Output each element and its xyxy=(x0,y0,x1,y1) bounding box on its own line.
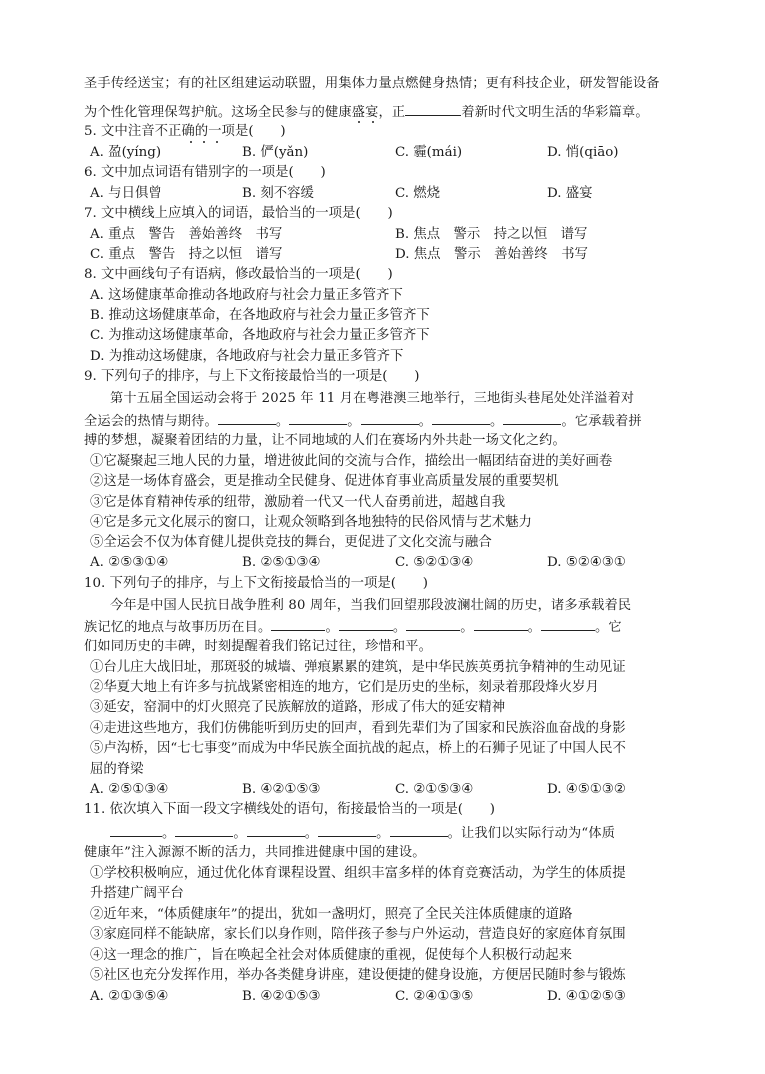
q10-item: ③延安，窑洞中的灯火照亮了民族解放的道路，形成了伟大的延安精神 xyxy=(90,700,506,715)
passage-line: 圣手传经送宝；有的社区组建运动联盟，用集体力量点燃健身热情；更有科技企业，研发智能设备 xyxy=(84,76,660,91)
q7-option-d[interactable]: D. 焦点 警示 善始善终 书写 xyxy=(395,247,588,262)
q5-option-a[interactable]: A. 盈(yíng) xyxy=(90,145,162,160)
q10-item: ④走进这些地方，我们仿佛能听到历史的回声，看到先辈们为了国家和民族浴血奋战的身影 xyxy=(90,721,626,736)
q6-option-b[interactable]: B. 刻不容缓 xyxy=(242,186,314,201)
q8-option-c[interactable]: C. 为推动这场健康革命，各地政府与社会力量正多管齐下 xyxy=(90,328,430,343)
q11-option-c[interactable]: C. ②④①③⑤ xyxy=(395,989,474,1004)
q9-passage-line: 全运会的热情与期待。 。 。 。 。 。它承载着拼 xyxy=(84,410,642,432)
passage-text: 着新时代文明生活的华彩篇章。 xyxy=(461,105,649,120)
fill-blank xyxy=(271,616,325,631)
q8-option-a[interactable]: A. 这场健康革命推动各地政府与社会力量正多管齐下 xyxy=(90,288,403,303)
question-8-stem: 8. 文中画线句子有语病，修改最恰当的一项是( ) xyxy=(84,267,393,282)
passage-text: 。让我们以实际行动为“体质 xyxy=(447,826,616,841)
fill-blank xyxy=(503,410,561,425)
q9-item: ④它是多元文化展示的窗口，让观众领略到各地独特的民俗风情与艺术魅力 xyxy=(90,515,532,530)
q10-option-c[interactable]: C. ②①⑤③④ xyxy=(395,782,474,797)
q9-option-a[interactable]: A. ②⑤③①④ xyxy=(90,555,169,570)
question-6-stem: 6. 文中加点词语有错别字的一项是( ) xyxy=(84,165,326,180)
q10-option-b[interactable]: B. ④②①⑤③ xyxy=(242,782,321,797)
q11-option-d[interactable]: D. ④①②⑤③ xyxy=(547,989,626,1004)
fill-blank xyxy=(390,822,448,837)
emphasis-dot xyxy=(372,121,374,123)
q10-passage-line: 今年是中国人民抗日战争胜利 80 周年，当我们回望那段波澜壮阔的历史，诸多承载着民 xyxy=(110,598,632,613)
q8-option-d[interactable]: D. 为推动这场健康，各地政府与社会力量正多管齐下 xyxy=(90,349,404,364)
fill-blank xyxy=(339,616,393,631)
q9-option-d[interactable]: D. ⑤②④③① xyxy=(547,555,626,570)
q7-option-a[interactable]: A. 重点 警告 善始善终 书写 xyxy=(90,227,283,242)
passage-text: 。它承载着拼 xyxy=(561,414,642,429)
q6-option-a[interactable]: A. 与日俱曾 xyxy=(90,186,162,201)
fill-blank xyxy=(289,410,347,425)
q5-option-c[interactable]: C. 霾(mái) xyxy=(395,145,463,160)
fill-blank xyxy=(218,410,276,425)
q11-passage-line: 健康年”注入源源不断的活力，共同推进健康中国的建设。 xyxy=(84,845,426,860)
q10-option-a[interactable]: A. ②⑤①③④ xyxy=(90,782,169,797)
q10-option-d[interactable]: D. ④⑤①③② xyxy=(547,782,626,797)
q6-option-c[interactable]: C. 燃烧 xyxy=(395,186,441,201)
q7-option-b[interactable]: B. 焦点 警示 持之以恒 谱写 xyxy=(395,227,588,242)
q10-item: ①台儿庄大战旧址，那斑驳的城墙、弹痕累累的建筑，是中华民族英勇抗争精神的生动见证 xyxy=(90,660,626,675)
fill-blank xyxy=(175,822,233,837)
emphasis-dot xyxy=(358,121,360,123)
q9-option-b[interactable]: B. ②⑤①③④ xyxy=(242,555,321,570)
q9-item: ②这是一场体育盛会，更是推动全民健身、促进体育事业高质量发展的重要契机 xyxy=(90,474,559,489)
fill-blank xyxy=(318,822,376,837)
q7-option-c[interactable]: C. 重点 警告 持之以恒 谱写 xyxy=(90,247,283,262)
fill-blank xyxy=(541,616,595,631)
fill-blank xyxy=(405,101,461,116)
question-7-stem: 7. 文中横线上应填入的词语，最恰当的一项是( ) xyxy=(84,206,393,221)
q11-option-a[interactable]: A. ②①③⑤④ xyxy=(90,989,169,1004)
passage-text: 族记忆的地点与故事历历在目。 xyxy=(84,620,272,635)
q11-item: ③家庭同样不能缺席，家长们以身作则，陪伴孩子参与户外运动，营造良好的家庭体育氛围 xyxy=(90,927,626,942)
fill-blank xyxy=(110,822,162,837)
q11-item-continued: 升搭建广阔平台 xyxy=(90,886,184,901)
q9-item: ⑤全运会不仅为体育健儿提供竞技的舞台，更促进了文化交流与融合 xyxy=(90,535,492,550)
fill-blank xyxy=(474,616,528,631)
q8-option-b[interactable]: B. 推动这场健康革命，在各地政府与社会力量正多管齐下 xyxy=(90,308,430,323)
q11-item: ④这一理念的推广，旨在唤起全社会对体质健康的重视，促使每个人积极行动起来 xyxy=(90,948,573,963)
fill-blank xyxy=(406,616,460,631)
fill-blank xyxy=(361,410,419,425)
q10-item: ⑤卢沟桥，因“七七事变”而成为中华民族全面抗战的起点，桥上的石狮子见证了中国人民不 xyxy=(90,741,626,756)
q10-item-continued: 屈的脊梁 xyxy=(90,762,144,777)
q9-item: ①它凝聚起三地人民的力量，增进彼此间的交流与合作，描绘出一幅团结奋进的美好画卷 xyxy=(90,454,613,469)
passage-text: 为个性化管理保驾护航。这场全民参与的健康盛宴，正 xyxy=(84,105,406,120)
q5-option-b[interactable]: B. 俨(yǎn) xyxy=(242,145,309,160)
q10-passage-line: 族记忆的地点与故事历历在目。 。 。 。 。 。它 xyxy=(84,616,622,638)
question-10-stem: 10. 下列句子的排序，与上下文衔接最恰当的一项是( ) xyxy=(84,576,428,591)
q11-passage-line: 。 。 。 。 。让我们以实际行动为“体质 xyxy=(110,822,615,844)
q9-passage-line: 搏的梦想，凝聚着团结的力量，让不同地域的人们在赛场内外共赴一场文化之约。 xyxy=(84,433,566,448)
passage-text: 全运会的热情与期待。 xyxy=(84,414,218,429)
q11-item: ①学校积极响应，通过优化体育课程设置、组织丰富多样的体育竞赛活动，为学生的体质提 xyxy=(90,866,626,881)
passage-line xyxy=(84,101,649,123)
passage-text: 。它 xyxy=(595,620,622,635)
q10-passage-line: 们如同历史的丰碑，时刻提醒着我们铭记过往，珍惜和平。 xyxy=(84,639,433,654)
question-11-stem: 11. 依次填入下面一段文字横线处的语句，衔接最恰当的一项是( ) xyxy=(84,802,495,817)
q11-item: ②近年来，“体质健康年”的提出，犹如一盏明灯，照亮了全民关注体质健康的道路 xyxy=(90,907,573,922)
q9-passage-line: 第十五届全国运动会将于 2025 年 11 月在粤港澳三地举行，三地街头巷尾处处洋溢着对 xyxy=(110,391,635,406)
emphasis-dot xyxy=(190,141,192,143)
q6-option-d[interactable]: D. 盛宴 xyxy=(547,186,593,201)
fill-blank xyxy=(247,822,305,837)
emphasis-dot xyxy=(203,141,205,143)
fill-blank xyxy=(432,410,490,425)
q5-option-d[interactable]: D. 悄(qiāo) xyxy=(547,145,619,160)
emphasis-dot xyxy=(216,141,218,143)
q9-item: ③它是体育精神传承的纽带，激励着一代又一代人奋勇前进，超越自我 xyxy=(90,495,506,510)
q11-item: ⑤社区也充分发挥作用，举办各类健身讲座，建设便捷的健身设施，方便居民随时参与锻炼 xyxy=(90,968,626,983)
question-5-stem: 5. 文中注音不正确的一项是( ) xyxy=(84,124,286,139)
question-9-stem: 9. 下列句子的排序，与上下文衔接最恰当的一项是( ) xyxy=(84,369,420,384)
q9-option-c[interactable]: C. ⑤②①③④ xyxy=(395,555,474,570)
q11-option-b[interactable]: B. ④②①⑤③ xyxy=(242,989,321,1004)
q10-item: ②华夏大地上有许多与抗战紧密相连的地方，它们是历史的坐标，刻录着那段烽火岁月 xyxy=(90,680,599,695)
